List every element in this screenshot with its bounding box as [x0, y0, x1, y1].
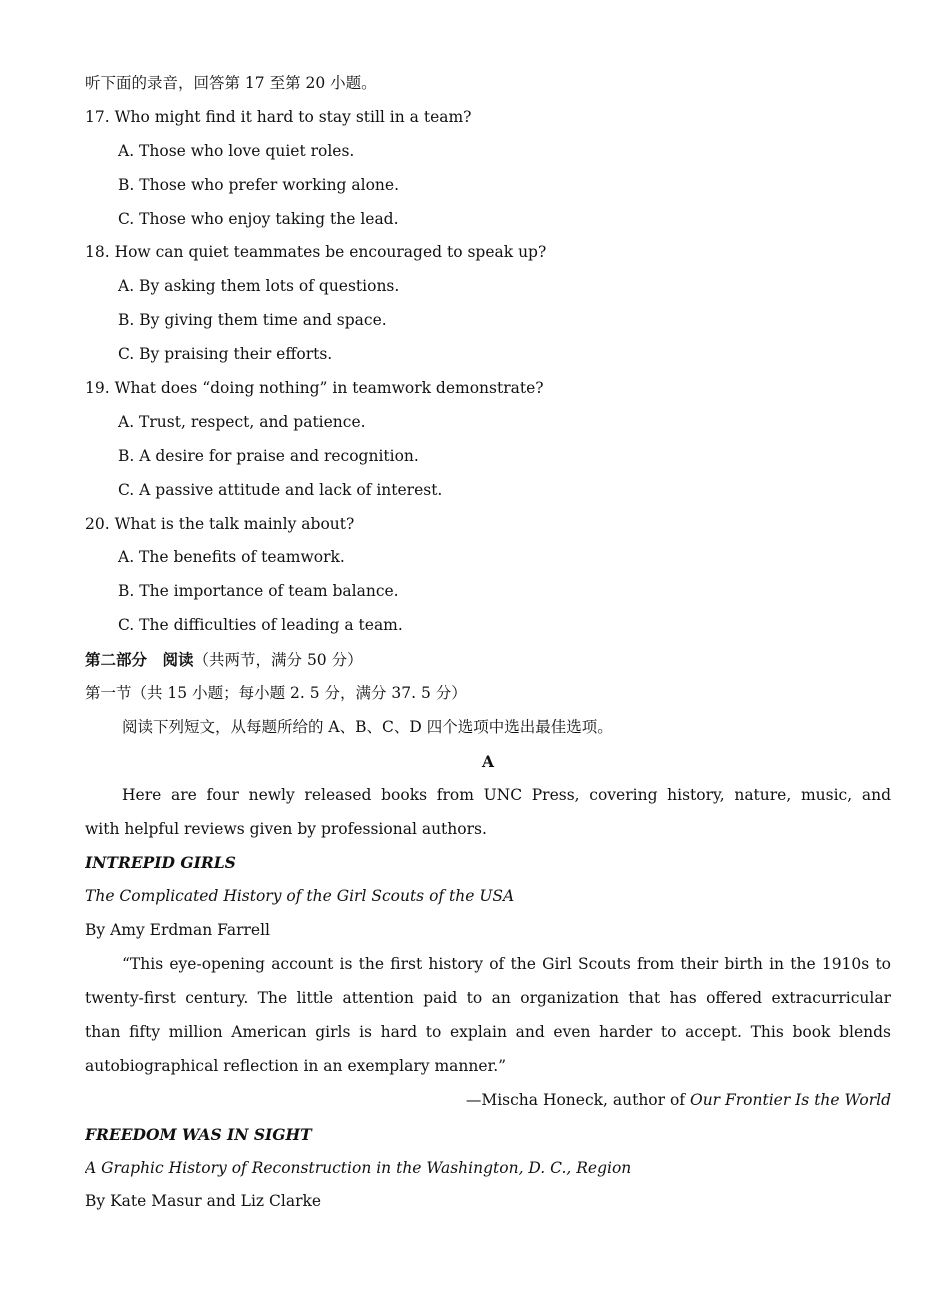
option-b: B. By giving them time and space.: [118, 311, 387, 330]
listening-intro: 听下面的录音，回答第 17 至第 20 小题。: [85, 74, 377, 92]
review-line-3: than fifty million American girls is hard to explain and even harder to accept. This book blends: [85, 1022, 891, 1041]
option-c: C. The difficulties of leading a team.: [118, 616, 403, 635]
option-c: C. By praising their efforts.: [118, 345, 333, 364]
question-stem: 17. Who might find it hard to stay still in a team?: [85, 107, 472, 126]
question-20: [85, 508, 891, 644]
section1-heading: 第一节（共 15 小题；每小题 2. 5 分，满分 37. 5 分）: [85, 684, 467, 703]
review-line-2: twenty-first century. The little attention paid to an organization that has offered extracurricular: [85, 989, 891, 1008]
book-subtitle: A Graphic History of Reconstruction in the Washington, D. C., Region: [85, 1158, 632, 1177]
option-c: C. A passive attitude and lack of interest.: [118, 480, 443, 499]
passage-intro-line-1: Here are four newly released books from UNC Press, covering history, nature, music, and: [122, 785, 891, 804]
review-attribution: [85, 1084, 891, 1118]
option-a: A. The benefits of teamwork.: [118, 548, 345, 567]
part2-heading-bold: 第二部分 阅读: [85, 650, 194, 670]
passage-intro-line-2: with helpful reviews given by professional authors.: [85, 819, 487, 838]
passage-label: A: [481, 751, 495, 771]
attribution-work: Our Frontier Is the World: [689, 1090, 891, 1109]
option-b: B. The importance of team balance.: [118, 582, 399, 601]
book-author: By Amy Erdman Farrell: [85, 921, 270, 940]
review-line-1: “This eye-opening account is the first history of the Girl Scouts from their birth in the 1910s to: [122, 955, 891, 974]
reading-instruction: 阅读下列短文，从每题所给的 A、B、C、D 四个选项中选出最佳选项。: [122, 717, 613, 736]
question-stem: 18. How can quiet teammates be encouraged to speak up?: [85, 243, 547, 262]
part2-heading: [85, 643, 891, 677]
option-b: B. Those who prefer working alone.: [118, 175, 400, 194]
review-line-4: autobiographical reflection in an exemplary manner.”: [85, 1056, 507, 1075]
book-freedom-was-in-sight: [85, 1118, 891, 1220]
question-stem: 19. What does “doing nothing” in teamwork demonstrate?: [85, 379, 544, 398]
book-intrepid-girls: [85, 846, 891, 1117]
book-title: INTREPID GIRLS: [85, 853, 236, 873]
option-a: A. Trust, respect, and patience.: [118, 412, 366, 431]
question-19: [85, 372, 891, 508]
option-c: C. Those who enjoy taking the lead.: [118, 209, 399, 228]
question-stem: 20. What is the talk mainly about?: [85, 514, 355, 533]
book-author: By Kate Masur and Liz Clarke: [85, 1192, 322, 1211]
question-18: [85, 236, 891, 372]
book-subtitle: The Complicated History of the Girl Scouts of the USA: [85, 887, 515, 906]
option-a: A. Those who love quiet roles.: [118, 141, 355, 160]
question-17: [85, 101, 891, 237]
part2-heading-rest: （共两节，满分 50 分）: [193, 651, 363, 670]
book-title: FREEDOM WAS IN SIGHT: [85, 1124, 312, 1144]
option-b: B. A desire for praise and recognition.: [118, 446, 419, 465]
attribution-prefix: —Mischa Honeck, author of: [465, 1090, 690, 1109]
option-a: A. By asking them lots of questions.: [118, 277, 400, 296]
